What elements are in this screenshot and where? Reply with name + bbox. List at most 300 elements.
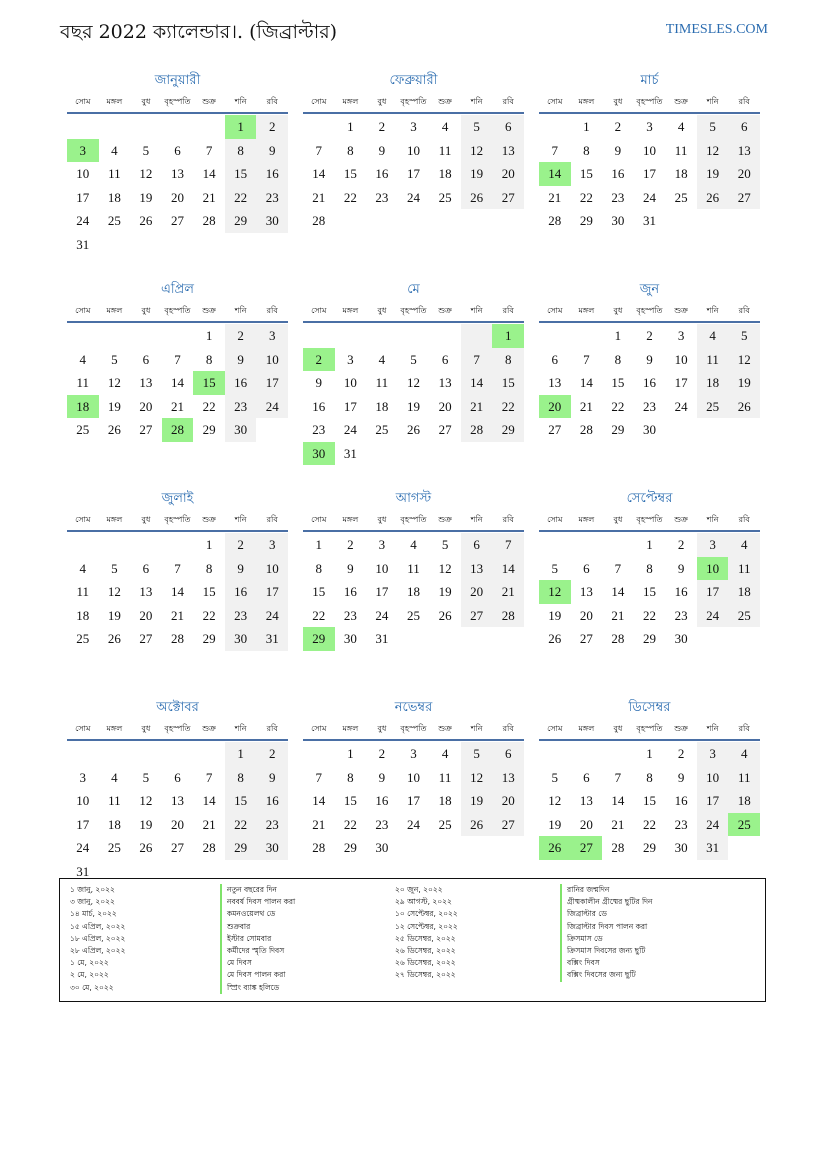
empty-cell — [193, 115, 225, 139]
day-cell: 21 — [312, 189, 326, 205]
legend-date: ১৮ এপ্রিল, ২০২২ — [70, 933, 126, 943]
legend-date: ২৭ ডিসেম্বর, ২০২২ — [395, 970, 456, 980]
day-cell: 6 — [583, 769, 590, 785]
weekday-label: শুক্র — [438, 306, 452, 315]
day-cell: 22 — [202, 607, 216, 623]
day-cell: 12 — [107, 584, 121, 599]
day-cell: 26 — [539, 836, 571, 860]
weekday-label: রবি — [738, 724, 750, 733]
day-cell: 19 — [406, 398, 420, 414]
day-cell: 8 — [492, 348, 524, 372]
weekday-label: বুধ — [141, 97, 151, 106]
day-cell: 23 — [256, 813, 288, 837]
day-cell: 15 — [579, 166, 593, 181]
weekday-label: সোম — [547, 515, 563, 524]
legend-holiday-name: স্প্রিং ব্যাঙ্ক হলিডে — [220, 982, 295, 994]
day-cell: 18 — [674, 166, 688, 181]
day-cell: 24 — [256, 604, 288, 628]
day-cell: 16 — [312, 398, 326, 414]
day-cell: 7 — [614, 769, 622, 785]
day-cell: 17 — [76, 816, 90, 832]
empty-cell — [193, 742, 225, 766]
day-cell: 26 — [728, 395, 760, 419]
day-cell: 21 — [548, 189, 562, 205]
day-cell: 25 — [728, 813, 760, 837]
weekday-header — [303, 510, 524, 532]
day-cell: 16 — [642, 375, 656, 390]
day-cell: 15 — [492, 371, 524, 395]
month-block — [303, 488, 524, 697]
day-cell: 20 — [139, 607, 153, 623]
day-cell: 22 — [312, 607, 326, 623]
day-cell: 24 — [642, 189, 656, 205]
month-name: মে — [407, 282, 420, 297]
day-cell: 21 — [461, 395, 493, 419]
day-cell: 11 — [438, 769, 452, 785]
month-name: অক্টোবর — [156, 700, 199, 715]
empty-cell — [461, 627, 493, 651]
weekday-label: সোম — [75, 724, 91, 733]
day-cell: 20 — [170, 816, 184, 832]
day-cell: 3 — [79, 769, 87, 785]
empty-cell — [99, 115, 131, 139]
day-cell: 27 — [170, 213, 184, 228]
day-cell: 26 — [139, 213, 153, 228]
day-grid — [67, 742, 288, 883]
day-cell: 6 — [174, 769, 181, 785]
weekday-label: রবি — [502, 724, 514, 733]
day-cell: 27 — [492, 813, 524, 837]
empty-cell — [492, 627, 524, 651]
day-cell: 1 — [646, 537, 653, 552]
empty-cell — [67, 742, 99, 766]
day-cell: 28 — [312, 213, 326, 228]
day-cell: 20 — [438, 398, 452, 414]
day-cell: 14 — [312, 166, 326, 181]
day-cell: 28 — [579, 422, 593, 437]
day-cell: 11 — [728, 557, 760, 581]
day-cell: 1 — [315, 537, 323, 552]
day-cell: 13 — [728, 139, 760, 163]
day-cell: 16 — [343, 584, 357, 599]
day-cell: 4 — [728, 742, 760, 766]
empty-cell — [366, 324, 398, 348]
day-cell: 12 — [406, 375, 420, 390]
day-cell: 22 — [642, 607, 656, 623]
day-cell: 18 — [375, 398, 389, 414]
day-cell: 23 — [256, 186, 288, 210]
empty-cell — [130, 533, 162, 557]
legend-holiday-name: শুক্রবার — [220, 921, 295, 933]
day-cell: 2 — [677, 746, 685, 761]
day-cell: 8 — [583, 142, 590, 158]
day-cell: 24 — [256, 395, 288, 419]
day-cell: 22 — [225, 186, 257, 210]
day-cell: 30 — [256, 836, 288, 860]
day-cell: 1 — [583, 119, 590, 134]
weekday-label: বৃহস্পতি — [400, 97, 427, 106]
day-cell: 14 — [312, 793, 326, 808]
weekday-label: রবি — [266, 97, 278, 106]
day-cell: 27 — [728, 186, 760, 210]
day-cell: 23 — [312, 422, 326, 437]
weekday-label: বৃহস্পতি — [400, 515, 427, 524]
empty-cell — [461, 442, 493, 466]
weekday-label: রবি — [266, 306, 278, 315]
empty-cell — [303, 115, 335, 139]
day-cell: 22 — [579, 189, 593, 205]
day-cell: 28 — [162, 418, 194, 442]
day-cell: 6 — [492, 115, 524, 139]
day-cell: 16 — [256, 789, 288, 813]
day-cell: 3 — [410, 746, 417, 761]
day-cell: 27 — [438, 422, 452, 437]
day-cell: 25 — [438, 189, 452, 205]
day-cell: 13 — [461, 557, 493, 581]
day-cell: 11 — [674, 142, 688, 158]
day-cell: 30 — [375, 840, 389, 855]
day-cell: 7 — [583, 351, 590, 367]
weekday-label: বৃহস্পতি — [400, 724, 427, 733]
weekday-label: বুধ — [377, 724, 387, 733]
weekday-label: মঙ্গল — [106, 515, 123, 524]
day-cell: 9 — [225, 557, 257, 581]
month-block — [539, 279, 760, 488]
day-cell: 10 — [697, 766, 729, 790]
weekday-label: বৃহস্পতি — [164, 515, 191, 524]
weekday-label: শুক্র — [674, 515, 688, 524]
day-cell: 4 — [79, 351, 87, 367]
weekday-label: বৃহস্পতি — [400, 306, 427, 315]
day-cell: 2 — [225, 533, 257, 557]
weekday-label: শুক্র — [674, 97, 688, 106]
day-cell: 1 — [492, 324, 524, 348]
empty-cell — [492, 836, 524, 860]
day-cell: 28 — [548, 213, 562, 228]
day-grid — [303, 742, 524, 860]
weekday-label: রবি — [266, 515, 278, 524]
brand-link[interactable]: TIMESLES.COM — [665, 22, 768, 37]
day-cell: 26 — [406, 422, 420, 437]
empty-cell — [728, 836, 760, 860]
weekday-label: শনি — [706, 724, 719, 733]
weekday-label: সোম — [311, 515, 327, 524]
page-title: বছর 2022 ক্যালেন্ডার।. (জিব্রাল্টার) — [60, 21, 338, 43]
day-cell: 28 — [492, 604, 524, 628]
day-cell: 16 — [225, 580, 257, 604]
day-cell: 15 — [642, 793, 656, 808]
legend-left-names — [220, 884, 295, 994]
day-cell: 12 — [697, 139, 729, 163]
day-cell: 5 — [461, 742, 493, 766]
weekday-header — [67, 92, 288, 114]
empty-cell — [67, 115, 99, 139]
day-cell: 13 — [139, 375, 153, 390]
day-cell: 9 — [347, 560, 354, 576]
day-cell: 9 — [315, 375, 323, 390]
day-cell: 20 — [579, 607, 593, 623]
day-cell: 2 — [646, 328, 653, 343]
day-cell: 3 — [67, 139, 99, 163]
weekday-label: রবি — [502, 306, 514, 315]
day-cell: 21 — [170, 398, 184, 414]
day-cell: 31 — [642, 213, 656, 228]
day-cell: 19 — [438, 584, 452, 599]
legend-holiday-name: ক্রিসমাস ডে — [560, 933, 653, 945]
month-block — [67, 279, 288, 488]
weekday-label: সোম — [75, 515, 91, 524]
day-cell: 18 — [107, 816, 121, 832]
weekday-label: শনি — [470, 306, 483, 315]
day-cell: 19 — [139, 816, 153, 832]
empty-cell — [162, 742, 194, 766]
day-cell: 17 — [642, 166, 656, 181]
day-cell: 24 — [76, 213, 90, 228]
day-cell: 17 — [343, 398, 357, 414]
legend-holiday-name: কর্মীদের স্মৃতি দিবস — [220, 945, 295, 957]
day-cell: 18 — [438, 166, 452, 181]
day-cell: 17 — [697, 580, 729, 604]
day-cell: 7 — [205, 142, 213, 158]
day-cell: 10 — [76, 166, 90, 181]
day-cell: 10 — [256, 557, 288, 581]
day-cell: 5 — [111, 351, 118, 367]
day-cell: 1 — [347, 746, 354, 761]
day-cell: 13 — [548, 375, 562, 390]
day-cell: 29 — [579, 213, 593, 228]
empty-cell — [99, 742, 131, 766]
legend-date: ৩০ মে, ২০২২ — [70, 982, 114, 992]
day-cell: 6 — [174, 142, 181, 158]
day-cell: 7 — [315, 769, 323, 785]
day-grid — [303, 115, 524, 233]
day-cell: 20 — [579, 816, 593, 832]
holiday-legend — [59, 878, 766, 1002]
weekday-label: সোম — [547, 306, 563, 315]
weekday-label: মঙ্গল — [342, 97, 359, 106]
day-cell: 1 — [205, 537, 213, 552]
day-cell: 6 — [583, 560, 590, 576]
day-cell: 1 — [646, 746, 653, 761]
day-cell: 14 — [170, 375, 184, 390]
day-cell: 10 — [697, 557, 729, 581]
day-cell: 29 — [202, 631, 216, 646]
weekday-label: মঙ্গল — [106, 306, 123, 315]
day-cell: 10 — [642, 142, 656, 158]
day-cell: 26 — [438, 607, 452, 623]
weekday-label: মঙ্গল — [578, 306, 595, 315]
day-cell: 4 — [677, 119, 685, 134]
month-name: জুলাই — [161, 491, 194, 506]
day-cell: 27 — [571, 836, 603, 860]
day-cell: 3 — [410, 119, 417, 134]
weekday-header — [539, 92, 760, 114]
empty-cell — [303, 742, 335, 766]
weekday-label: শনি — [470, 97, 483, 106]
day-cell: 12 — [139, 793, 153, 808]
day-cell: 15 — [611, 375, 625, 390]
weekday-header — [539, 719, 760, 741]
day-cell: 24 — [674, 398, 688, 414]
weekday-label: শনি — [470, 724, 483, 733]
legend-holiday-name: মে দিবস — [220, 957, 295, 969]
weekday-label: মঙ্গল — [342, 306, 359, 315]
day-cell: 19 — [548, 816, 562, 832]
day-cell: 9 — [378, 769, 386, 785]
day-cell: 23 — [225, 604, 257, 628]
weekday-label: সোম — [311, 306, 327, 315]
empty-cell — [99, 233, 131, 257]
day-cell: 3 — [697, 742, 729, 766]
day-cell: 5 — [410, 351, 417, 367]
day-cell: 28 — [611, 840, 625, 855]
weekday-label: শুক্র — [674, 306, 688, 315]
day-cell: 21 — [170, 607, 184, 623]
day-cell: 25 — [406, 607, 420, 623]
day-cell: 11 — [76, 375, 90, 390]
day-cell: 18 — [728, 580, 760, 604]
day-cell: 17 — [406, 166, 420, 181]
day-cell: 31 — [697, 836, 729, 860]
empty-cell — [571, 742, 603, 766]
weekday-label: বৃহস্পতি — [164, 306, 191, 315]
weekday-label: বুধ — [613, 306, 623, 315]
day-cell: 4 — [697, 324, 729, 348]
empty-cell — [335, 209, 367, 233]
day-cell: 8 — [646, 560, 653, 576]
legend-holiday-name: মে দিবস পালন করা — [220, 969, 295, 981]
empty-cell — [67, 324, 99, 348]
day-cell: 30 — [343, 631, 357, 646]
day-cell: 4 — [111, 142, 118, 158]
month-name: এপ্রিল — [161, 282, 194, 297]
day-cell: 30 — [642, 422, 656, 437]
legend-holiday-name: নতুন বছরের দিন — [220, 884, 295, 896]
day-cell: 14 — [202, 166, 216, 181]
day-cell: 2 — [303, 348, 335, 372]
day-cell: 23 — [611, 189, 625, 205]
legend-date: ২৯ আগস্ট, ২০২২ — [395, 897, 452, 907]
weekday-label: শুক্র — [202, 306, 216, 315]
weekday-header — [67, 719, 288, 741]
day-cell: 8 — [347, 769, 354, 785]
weekday-label: শনি — [706, 306, 719, 315]
day-cell: 6 — [728, 115, 760, 139]
day-grid — [67, 324, 288, 442]
day-cell: 2 — [677, 537, 685, 552]
empty-cell — [130, 233, 162, 257]
weekday-label: বৃহস্পতি — [636, 724, 663, 733]
empty-cell — [539, 324, 571, 348]
day-cell: 19 — [139, 189, 153, 205]
day-cell: 23 — [225, 395, 257, 419]
legend-holiday-name: বক্সিং দিবস — [560, 957, 653, 969]
empty-cell — [366, 209, 398, 233]
empty-cell — [429, 442, 461, 466]
day-cell: 10 — [674, 351, 688, 367]
day-cell: 4 — [111, 769, 118, 785]
month-name: ফেব্রুয়ারী — [389, 73, 438, 88]
day-cell: 26 — [461, 186, 493, 210]
weekday-label: সোম — [311, 97, 327, 106]
legend-date: ১ মে, ২০২২ — [70, 958, 109, 968]
month-name: সেপ্টেম্বর — [626, 491, 673, 506]
day-cell: 12 — [461, 139, 493, 163]
day-cell: 13 — [170, 793, 184, 808]
weekday-header — [303, 719, 524, 741]
day-cell: 12 — [438, 560, 452, 576]
day-cell: 10 — [256, 348, 288, 372]
empty-cell — [398, 442, 430, 466]
empty-cell — [539, 115, 571, 139]
weekday-header — [303, 301, 524, 323]
weekday-label: শুক্র — [438, 515, 452, 524]
weekday-label: সোম — [75, 306, 91, 315]
weekday-label: বুধ — [613, 97, 623, 106]
day-cell: 5 — [461, 115, 493, 139]
day-cell: 16 — [611, 166, 625, 181]
day-cell: 21 — [611, 816, 625, 832]
empty-cell — [492, 209, 524, 233]
legend-right-names — [560, 884, 653, 982]
day-cell: 22 — [343, 816, 357, 832]
month-block — [539, 70, 760, 279]
day-cell: 2 — [614, 119, 622, 134]
day-cell: 5 — [551, 560, 559, 576]
day-cell: 27 — [461, 604, 493, 628]
legend-date: ২০ জুন, ২০২২ — [395, 885, 443, 894]
day-cell: 30 — [303, 442, 335, 466]
day-cell: 29 — [225, 209, 257, 233]
weekday-label: বুধ — [613, 724, 623, 733]
day-cell: 19 — [728, 371, 760, 395]
day-cell: 13 — [170, 166, 184, 181]
day-cell: 2 — [225, 324, 257, 348]
day-cell: 23 — [674, 607, 688, 623]
weekday-header — [539, 301, 760, 323]
day-cell: 7 — [492, 533, 524, 557]
day-cell: 13 — [492, 139, 524, 163]
legend-date: ১ জানু, ২০২২ — [70, 885, 115, 894]
day-cell: 4 — [410, 537, 417, 552]
day-cell: 14 — [202, 793, 216, 808]
day-cell: 25 — [76, 422, 90, 437]
month-name: জুন — [639, 282, 660, 297]
empty-cell — [256, 233, 288, 257]
day-cell: 3 — [677, 328, 685, 343]
day-cell: 7 — [551, 142, 559, 158]
day-cell: 18 — [697, 371, 729, 395]
day-cell: 9 — [677, 769, 685, 785]
day-cell: 18 — [76, 607, 90, 623]
legend-holiday-name: কমনওয়েলথ ডে — [220, 908, 295, 920]
day-cell: 27 — [492, 186, 524, 210]
day-cell: 21 — [202, 816, 216, 832]
day-cell: 30 — [225, 418, 257, 442]
day-cell: 14 — [461, 371, 493, 395]
month-name: আগস্ট — [395, 491, 432, 506]
empty-cell — [539, 533, 571, 557]
day-cell: 8 — [315, 560, 323, 576]
day-cell: 5 — [142, 142, 150, 158]
day-cell: 20 — [492, 162, 524, 186]
day-cell: 17 — [256, 371, 288, 395]
day-cell: 5 — [697, 115, 729, 139]
day-cell: 18 — [107, 189, 121, 205]
month-name: ডিসেম্বর — [628, 700, 671, 715]
empty-cell — [99, 324, 131, 348]
day-cell: 13 — [492, 766, 524, 790]
